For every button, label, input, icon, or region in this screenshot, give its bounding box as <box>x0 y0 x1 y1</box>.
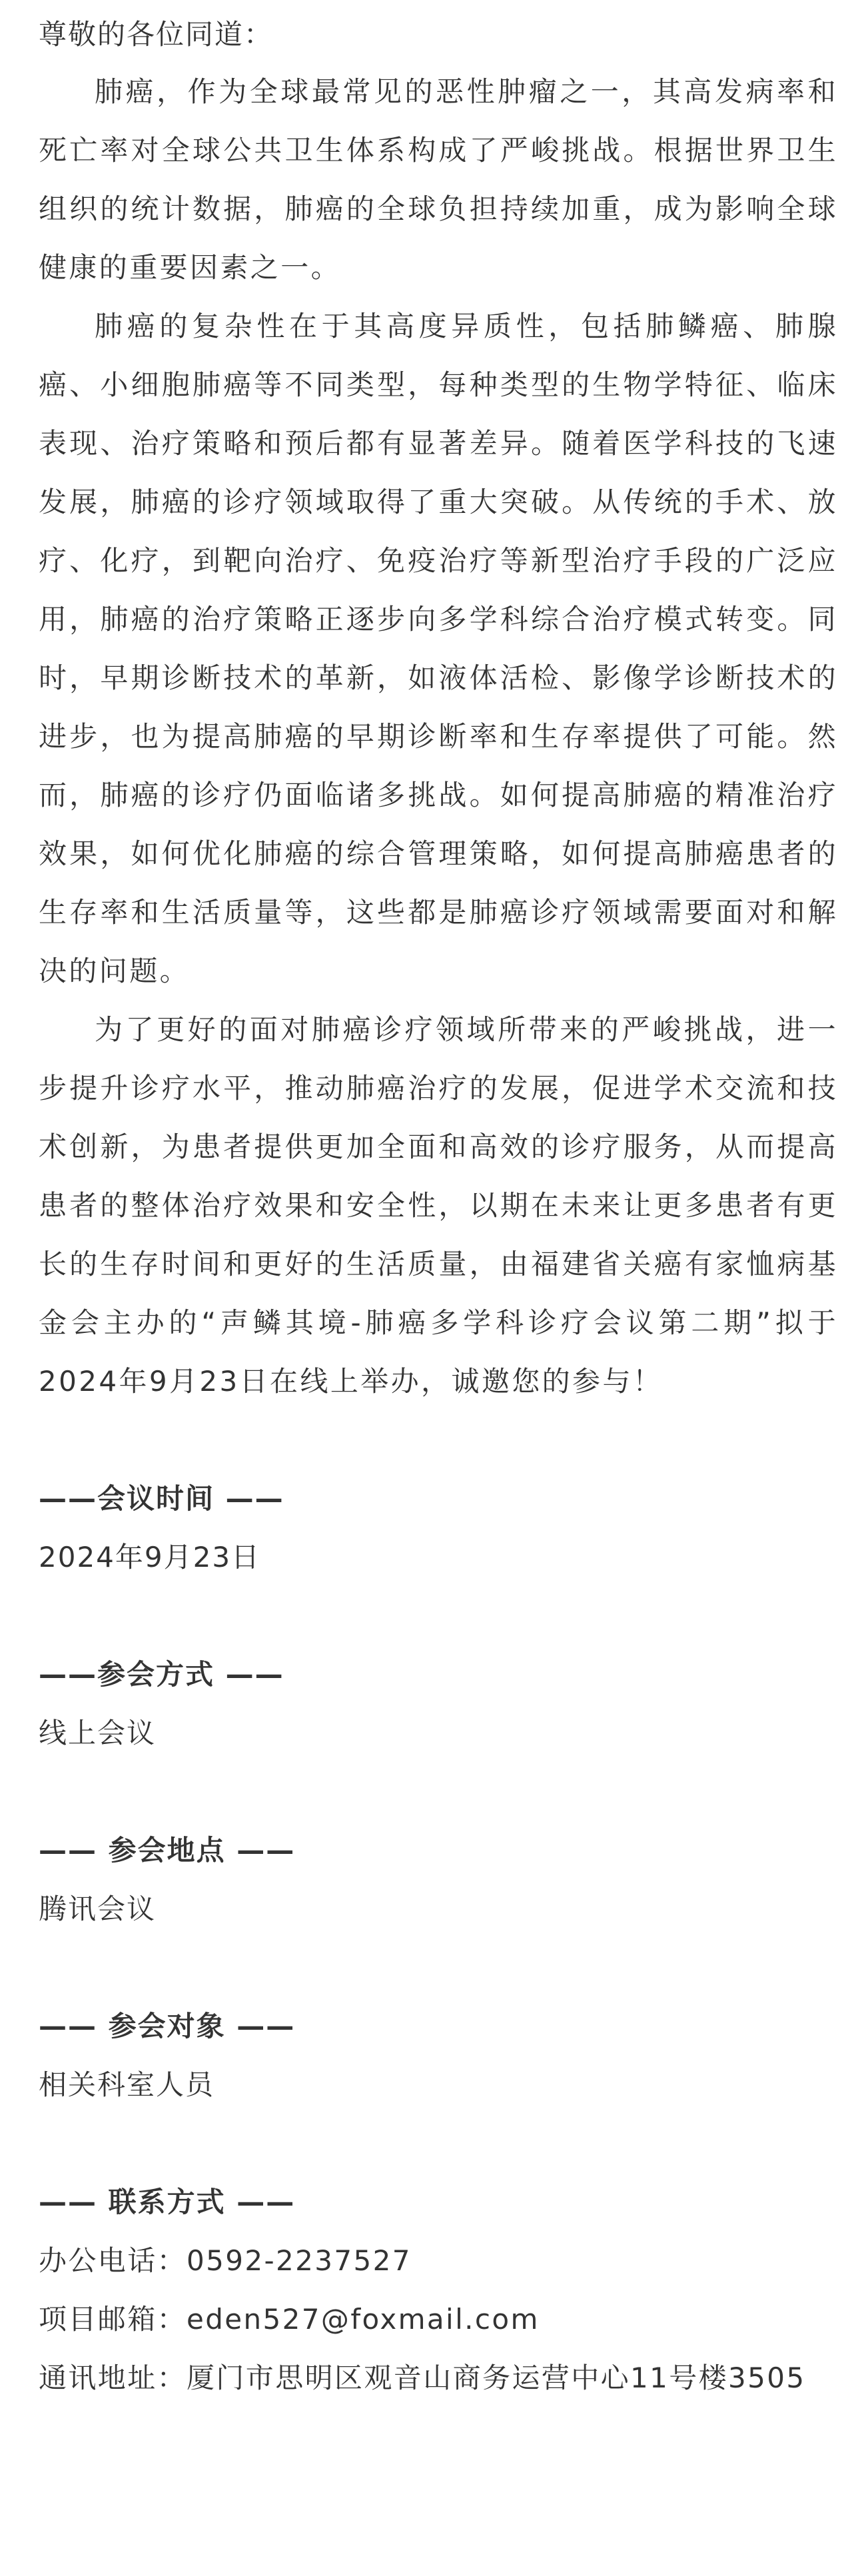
spacer <box>39 1411 838 1470</box>
attendance-mode-value: 线上会议 <box>39 1717 157 1749</box>
meeting-time-heading: ——会议时间 —— <box>39 1482 284 1515</box>
attendance-mode-heading: ——参会方式 —— <box>39 1658 284 1691</box>
contact-heading: —— 联系方式 —— <box>39 2186 296 2218</box>
spacer <box>39 1763 838 1821</box>
audience-heading: —— 参会对象 —— <box>39 2010 296 2042</box>
venue-section <box>39 1821 838 1938</box>
venue-value: 腾讯会议 <box>39 1893 157 1925</box>
audience-section <box>39 1997 838 2114</box>
spacer <box>39 2114 838 2173</box>
project-email: 项目邮箱：eden527@foxmail.com <box>39 2303 540 2336</box>
intro-paragraph: 肺癌，作为全球最常见的恶性肿瘤之一，其高发病率和死亡率对全球公共卫生体系构成了严峻挑战。根据世界卫生组织的统计数据，肺癌的全球负担持续加重，成为影响全球健康的重要因素之一。 <box>39 75 838 284</box>
greeting: 尊敬的各位同道： <box>39 18 274 51</box>
meeting-time-value: 2024年9月23日 <box>39 1541 261 1573</box>
venue-heading: —— 参会地点 —— <box>39 1834 296 1867</box>
meeting-time-section <box>39 1470 838 1587</box>
contact-section <box>39 2173 838 2407</box>
attendance-mode-section <box>39 1645 838 1763</box>
background-paragraph: 肺癌的复杂性在于其高度异质性，包括肺鳞癌、肺腺癌、小细胞肺癌等不同类型，每种类型的生物学特征、临床表现、治疗策略和预后都有显著差异。随着医学科技的飞速发展，肺癌的诊疗领域取得了重大突破。从传统的手术、放疗、化疗，到靶向治疗、免疫治疗等新型治疗手段的广泛应用，肺癌的治疗策略正逐步向多学科综合治疗模式转变。同时，早期诊断技术的革新，如液体活检、影像学诊断技术的进步，也为提高肺癌的早期诊断率和生存率提供了可能。然而，肺癌的诊疗仍面临诸多挑战。如何提高肺癌的精准治疗效果，如何优化肺癌的综合管理策略，如何提高肺癌患者的生存率和生活质量等，这些都是肺癌诊疗领域需要面对和解决的问题。 <box>39 310 838 987</box>
mailing-address: 通讯地址：厦门市思明区观音山商务运营中心11号楼3505 <box>39 2361 806 2394</box>
audience-value: 相关科室人员 <box>39 2068 215 2101</box>
spacer <box>39 1938 838 1997</box>
invitation-paragraph: 为了更好的面对肺癌诊疗领域所带来的严峻挑战，进一步提升诊疗水平，推动肺癌治疗的发展，促进学术交流和技术创新，为患者提供更加全面和高效的诊疗服务，从而提高患者的整体治疗效果和安全性，以期在未来让更多患者有更长的生存时间和更好的生活质量，由福建省关癌有家恤病基金会主办的“声鳞其境-肺癌多学科诊疗会议第二期”拟于2024年9月23日在线上举办，诚邀您的参与！ <box>39 1013 838 1398</box>
office-phone: 办公电话：0592-2237527 <box>39 2244 412 2277</box>
spacer <box>39 1587 838 1645</box>
